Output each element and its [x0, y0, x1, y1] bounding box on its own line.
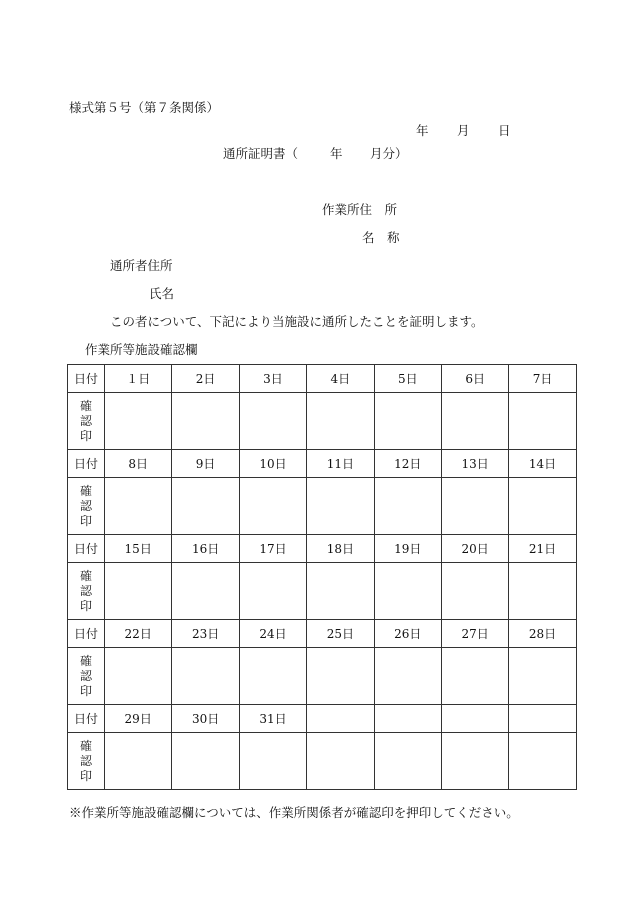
date-cell [441, 705, 508, 733]
confirm-label-cell [68, 563, 105, 620]
stamp-cell [239, 733, 306, 790]
date-label: 日付 [68, 620, 105, 648]
date-cell: 31日 [239, 705, 306, 733]
date-cell: 11日 [307, 450, 374, 478]
stamp-cell [509, 563, 576, 620]
date-day: 日 [498, 123, 511, 138]
confirm-row [68, 648, 577, 705]
stamp-cell [441, 648, 508, 705]
date-cell: 12日 [374, 450, 441, 478]
title-prefix: 通所証明書（ [223, 146, 299, 161]
date-cell: 3日 [239, 365, 306, 393]
workplace-name-label: 名 称 [362, 230, 400, 245]
stamp-cell [172, 563, 239, 620]
stamp-cell [172, 393, 239, 450]
stamp-cell [374, 563, 441, 620]
confirm-label-cell [68, 648, 105, 705]
certification-statement: この者について、下記により当施設に通所したことを証明します。 [110, 314, 484, 329]
title-month: 月分） [370, 146, 408, 161]
date-cell: 17日 [239, 535, 306, 563]
date-cell [509, 705, 576, 733]
confirm-label: 確認印 [79, 568, 92, 613]
date-cell: 14日 [509, 450, 576, 478]
stamp-cell [307, 478, 374, 535]
workplace-address-label: 作業所住 所 [322, 202, 398, 217]
date-cell: 19日 [374, 535, 441, 563]
stamp-cell [105, 648, 172, 705]
confirm-label: 確認印 [79, 483, 92, 528]
stamp-cell [374, 393, 441, 450]
date-cell: 24日 [239, 620, 306, 648]
date-label: 日付 [68, 705, 105, 733]
stamp-cell [239, 648, 306, 705]
confirm-row [68, 733, 577, 790]
date-year: 年 [416, 123, 429, 138]
date-cell: 25日 [307, 620, 374, 648]
attendee-address-label: 通所者住所 [110, 258, 173, 273]
table-title: 作業所等施設確認欄 [85, 342, 198, 357]
date-cell: １日 [105, 365, 172, 393]
confirm-label: 確認印 [79, 398, 92, 443]
date-label: 日付 [68, 365, 105, 393]
date-row [68, 705, 577, 733]
date-cell: 13日 [441, 450, 508, 478]
date-cell: 7日 [509, 365, 576, 393]
date-cell: 21日 [509, 535, 576, 563]
date-cell: 16日 [172, 535, 239, 563]
stamp-cell [105, 563, 172, 620]
stamp-cell [307, 648, 374, 705]
date-cell [374, 705, 441, 733]
stamp-cell [239, 563, 306, 620]
date-label: 日付 [68, 450, 105, 478]
date-row [68, 365, 577, 393]
confirm-label-cell [68, 393, 105, 450]
stamp-cell [105, 733, 172, 790]
date-cell: 5日 [374, 365, 441, 393]
date-cell: 23日 [172, 620, 239, 648]
date-cell: 9日 [172, 450, 239, 478]
date-row [68, 535, 577, 563]
stamp-cell [509, 478, 576, 535]
confirm-label: 確認印 [79, 653, 92, 698]
stamp-cell [239, 478, 306, 535]
stamp-cell [374, 478, 441, 535]
date-row [68, 450, 577, 478]
date-cell: 2日 [172, 365, 239, 393]
date-cell: 26日 [374, 620, 441, 648]
confirm-label: 確認印 [79, 738, 92, 783]
stamp-cell [307, 733, 374, 790]
stamp-cell [307, 393, 374, 450]
stamp-cell [105, 393, 172, 450]
stamp-cell [441, 393, 508, 450]
date-cell: 28日 [509, 620, 576, 648]
form-number: 様式第５号（第７条関係） [69, 100, 220, 115]
date-cell: 10日 [239, 450, 306, 478]
stamp-cell [441, 563, 508, 620]
stamp-cell [374, 733, 441, 790]
date-label: 日付 [68, 535, 105, 563]
footnote: ※作業所等施設確認欄については、作業所関係者が確認印を押印してください。 [69, 805, 519, 820]
stamp-cell [239, 393, 306, 450]
confirm-row [68, 563, 577, 620]
stamp-cell [172, 648, 239, 705]
title-year: 年 [330, 146, 343, 161]
date-month: 月 [457, 123, 470, 138]
attendance-table [67, 364, 577, 790]
date-cell: 29日 [105, 705, 172, 733]
stamp-cell [172, 478, 239, 535]
date-cell: 8日 [105, 450, 172, 478]
date-row [68, 620, 577, 648]
stamp-cell [509, 393, 576, 450]
confirm-row [68, 478, 577, 535]
stamp-cell [441, 733, 508, 790]
date-cell: 27日 [441, 620, 508, 648]
stamp-cell [509, 648, 576, 705]
confirm-label-cell [68, 478, 105, 535]
stamp-cell [441, 478, 508, 535]
date-cell: 30日 [172, 705, 239, 733]
date-cell: 4日 [307, 365, 374, 393]
stamp-cell [374, 648, 441, 705]
stamp-cell [307, 563, 374, 620]
date-cell: 20日 [441, 535, 508, 563]
date-cell: 15日 [105, 535, 172, 563]
confirm-row [68, 393, 577, 450]
stamp-cell [509, 733, 576, 790]
stamp-cell [105, 478, 172, 535]
date-cell: 22日 [105, 620, 172, 648]
date-cell [307, 705, 374, 733]
date-cell: 18日 [307, 535, 374, 563]
attendee-name-label: 氏名 [149, 286, 175, 301]
date-cell: 6日 [441, 365, 508, 393]
stamp-cell [172, 733, 239, 790]
confirm-label-cell [68, 733, 105, 790]
